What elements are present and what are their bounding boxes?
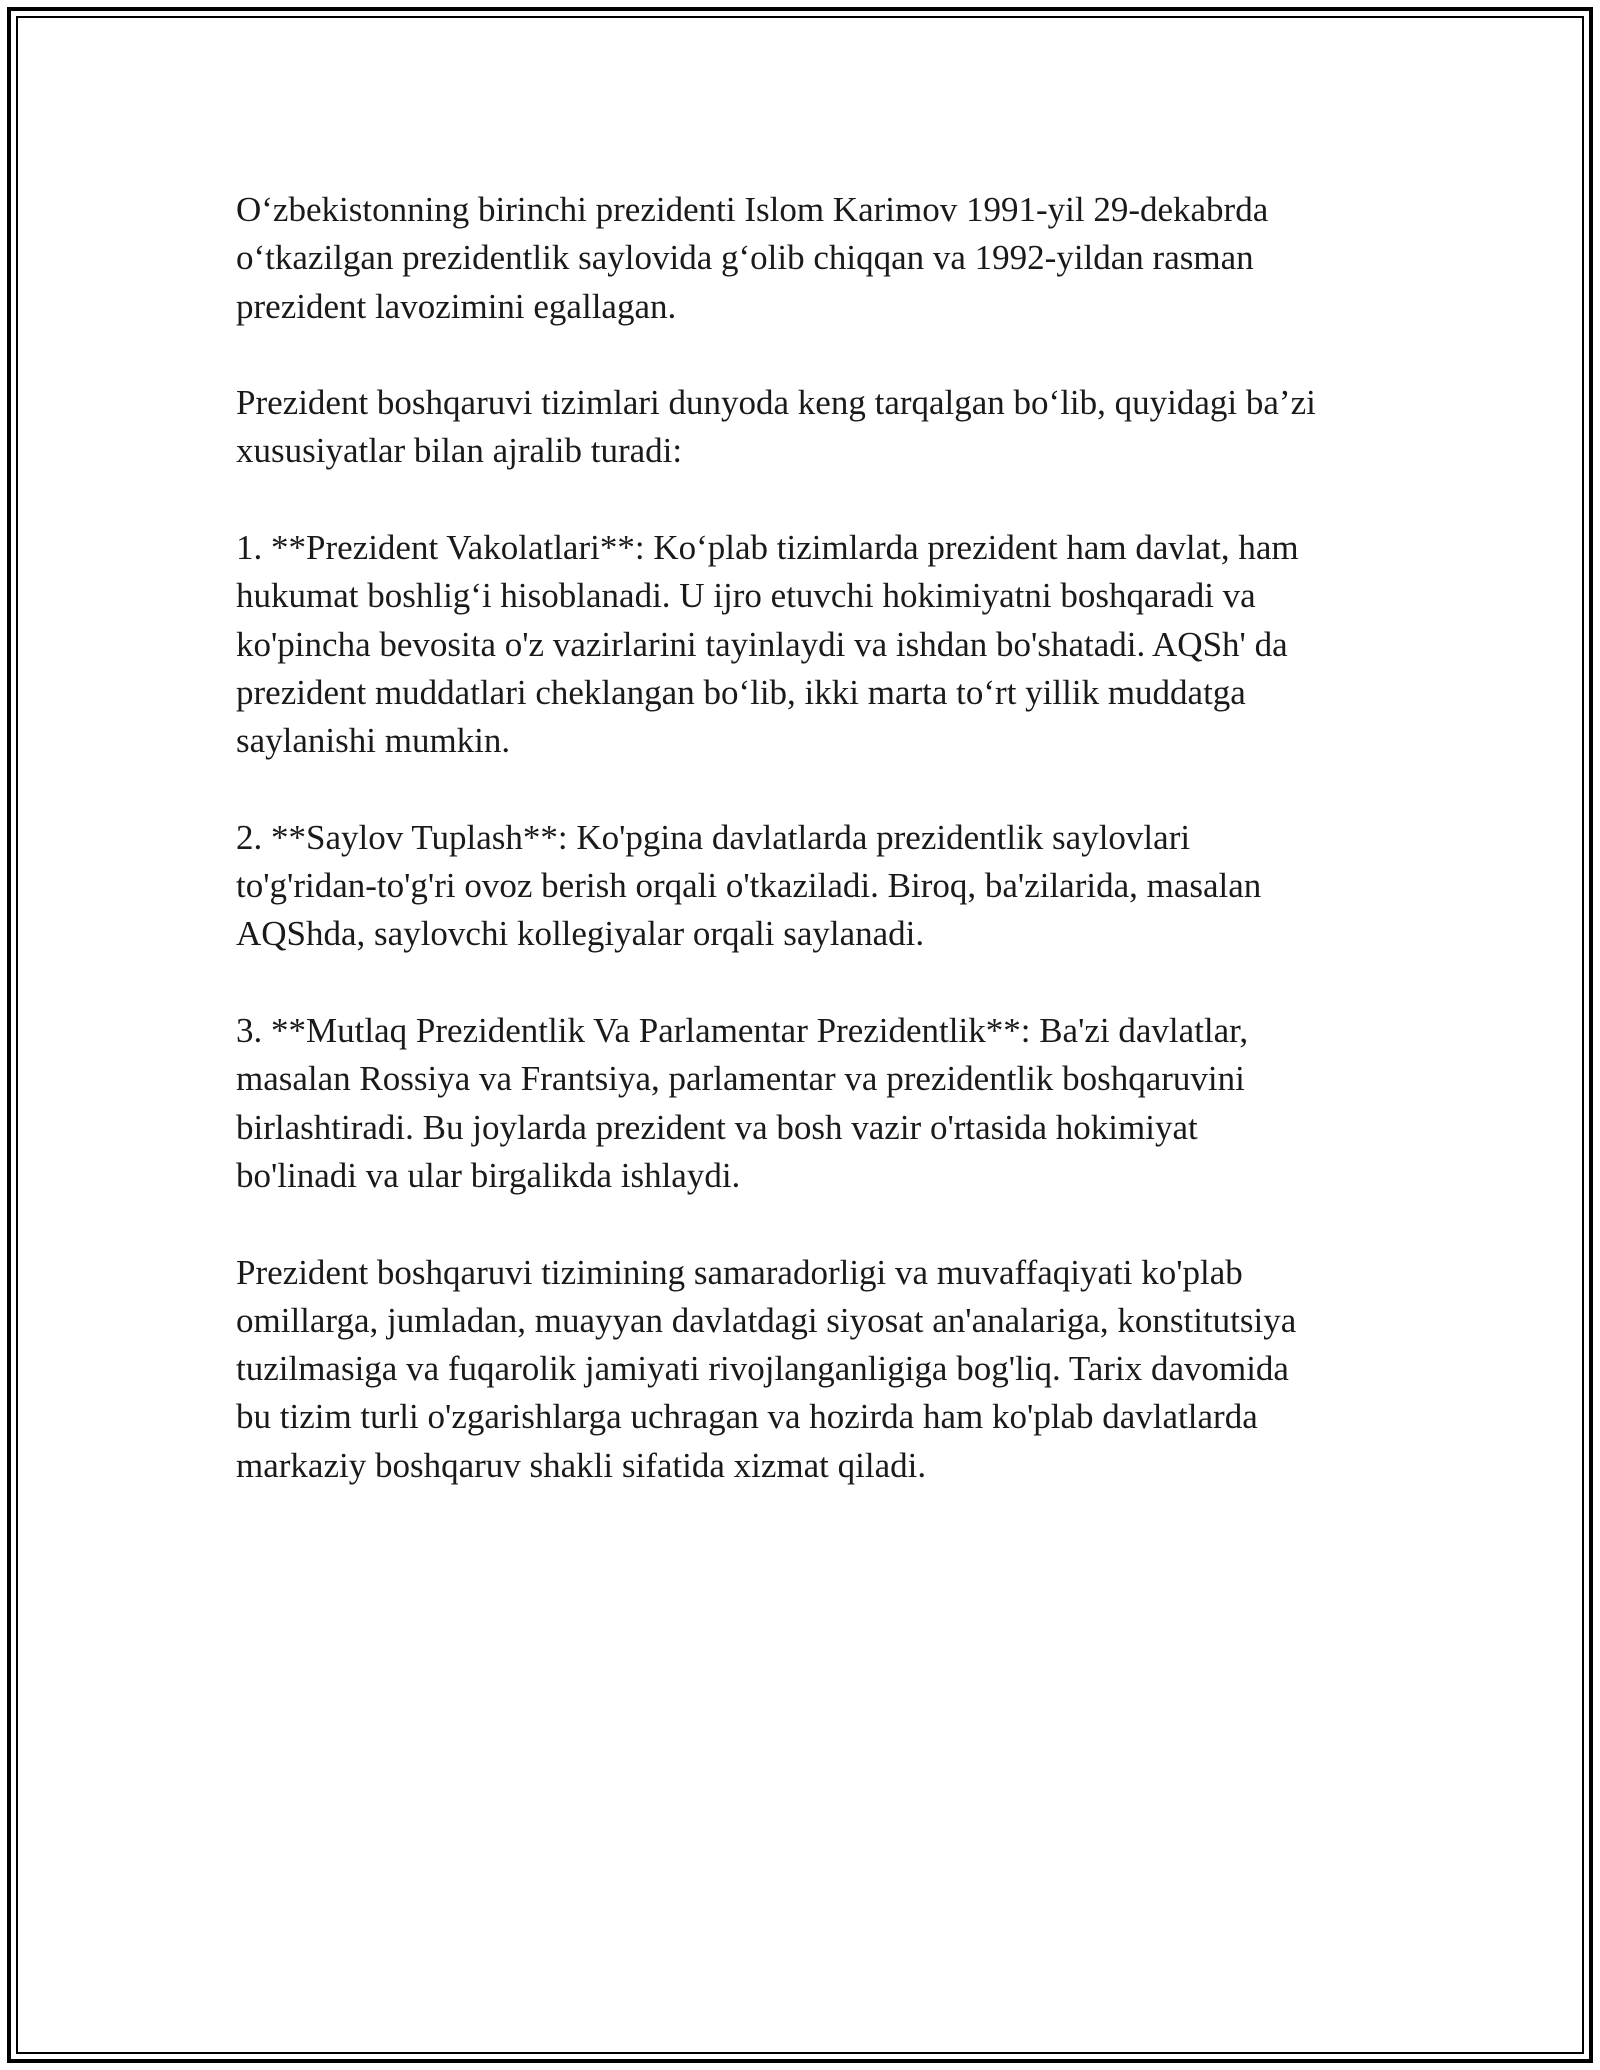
text-line: saylanishi mumkin. [236,721,511,761]
text-line: 1. **Prezident Vakolatlari**: Ko‘plab tizimlarda prezident ham davlat, ham [236,528,1299,568]
text-line: 2. **Saylov Tuplash**: Ko'pgina davlatlarda prezidentlik saylovlari [236,817,1191,857]
text-line: markaziy boshqaruv shakli sifatida xizmat qiladi. [236,1445,927,1485]
paragraph-overview [236,379,1386,476]
text-line: to'g'ridan-to'g'ri ovoz berish orqali o'tkaziladi. Biroq, ba'zilarida, masalan [236,866,1262,906]
text-line: omillarga, jumladan, muayyan davlatdagi siyosat an'analariga, konstitutsiya [236,1300,1297,1340]
text-line: bo'linadi va ular birgalikda ishlaydi. [236,1155,741,1195]
text-line: Prezident boshqaruvi tizimining samaradorligi va muvaffaqiyati ko'plab [236,1252,1243,1292]
text-line: xususiyatlar bilan ajralib turadi: [236,431,683,471]
text-line: Prezident boshqaruvi tizimlari dunyoda keng tarqalgan bo‘lib, quyidagi ba’zi [236,383,1316,423]
text-line: bu tizim turli o'zgarishlarga uchragan va hozirda ham ko'plab davlatlarda [236,1397,1258,1437]
paragraph-item-2 [236,814,1386,959]
text-line: 3. **Mutlaq Prezidentlik Va Parlamentar Prezidentlik**: Ba'zi davlatlar, [236,1011,1249,1051]
paragraph-intro [236,186,1386,331]
text-line: hukumat boshlig‘i hisoblanadi. U ijro etuvchi hokimiyatni boshqaradi va [236,576,1256,616]
text-line: O‘zbekistonning birinchi prezidenti Islom Karimov 1991-yil 29-dekabrda [236,190,1269,229]
text-line: prezident muddatlari cheklangan bo‘lib, ikki marta to‘rt yillik muddatga [236,672,1246,712]
text-line: ko'pincha bevosita o'z vazirlarini tayinlaydi va ishdan bo'shatadi. AQSh' da [236,624,1288,664]
text-line: o‘tkazilgan prezidentlik saylovida g‘olib chiqqan va 1992-yildan rasman [236,238,1254,278]
text-line: tuzilmasiga va fuqarolik jamiyati rivojlanganligiga bog'liq. Tarix davomida [236,1349,1289,1389]
text-line: birlashtiradi. Bu joylarda prezident va bosh vazir o'rtasida hokimiyat [236,1107,1198,1147]
text-line: prezident lavozimini egallagan. [236,286,677,326]
paragraph-item-1 [236,524,1386,765]
paragraph-item-3 [236,1007,1386,1200]
document-body [236,186,1386,1538]
paragraph-conclusion [236,1249,1386,1490]
text-line: masalan Rossiya va Frantsiya, parlamentar va prezidentlik boshqaruvini [236,1059,1245,1099]
text-line: AQShda, saylovchi kollegiyalar orqali saylanadi. [236,914,925,954]
